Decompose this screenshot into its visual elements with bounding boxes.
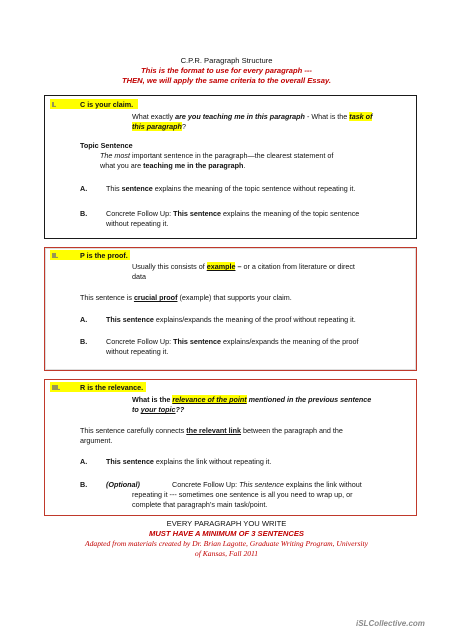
relevance-optional-label: (Optional) <box>106 480 140 489</box>
relevance-item-b-line1: Concrete Follow Up: This sentence explains the link without <box>172 480 362 489</box>
claim-question-line1: What exactly are you teaching me in this paragraph - What is the task of <box>132 112 373 121</box>
topic-sentence-line1: The most important sentence in the paragraph—the clearest statement of <box>100 151 334 160</box>
claim-item-b-label: B. <box>80 209 88 218</box>
topic-sentence-label: Topic Sentence <box>80 141 133 150</box>
watermark: iSLCollective.com <box>356 619 425 628</box>
proof-description-line2: data <box>132 272 146 281</box>
proof-numeral: II. <box>52 251 58 260</box>
relevance-numeral: III. <box>52 383 60 392</box>
relevance-heading: R is the relevance. <box>80 383 144 392</box>
claim-heading: C is your claim. <box>80 100 134 109</box>
relevance-question-line1: What is the relevance of the point mentioned in the previous sentence <box>132 395 372 404</box>
proof-description-line1: Usually this consists of example – or a citation from literature or direct <box>132 262 355 271</box>
document-title: C.P.R. Paragraph Structure <box>180 56 273 65</box>
footer-rule-line2: MUST HAVE A MINIMUM OF 3 SENTENCES <box>149 529 304 538</box>
proof-sentence: This sentence is crucial proof (example) that supports your claim. <box>80 293 292 302</box>
header-instruction-2: THEN, we will apply the same criteria to the overall Essay. <box>121 76 332 85</box>
footer-credit-line1: Adapted from materials created by Dr. Brian Lagotte, Graduate Writing Program, University <box>84 539 369 548</box>
relevance-question-line2: to your topic?? <box>132 405 185 414</box>
proof-item-a-text: This sentence explains/expands the meaning of the proof without repeating it. <box>106 315 356 324</box>
relevance-sentence-line2: argument. <box>80 436 113 445</box>
proof-item-b-label: B. <box>80 337 88 346</box>
claim-item-a-label: A. <box>80 184 88 193</box>
relevance-item-b-line2: repeating it --- sometimes one sentence is all you need to wrap up, or <box>132 490 353 499</box>
relevance-item-a-label: A. <box>80 457 88 466</box>
proof-item-b-line2: without repeating it. <box>106 347 169 356</box>
claim-item-b-line1: Concrete Follow Up: This sentence explains the meaning of the topic sentence <box>106 209 360 218</box>
claim-item-b-line2: without repeating it. <box>106 219 169 228</box>
relevance-item-b-label: B. <box>80 480 88 489</box>
proof-item-a-label: A. <box>80 315 88 324</box>
footer-credit-line2: of Kansas, Fall 2011 <box>194 549 259 558</box>
claim-item-a-text: This sentence explains the meaning of the topic sentence without repeating it. <box>106 184 356 193</box>
relevance-item-b-line3: complete that paragraph’s main task/point. <box>132 500 268 509</box>
claim-numeral: I. <box>52 100 56 109</box>
footer-rule-line1: EVERY PARAGRAPH YOU WRITE <box>166 519 287 528</box>
topic-sentence-line2: what you are teaching me in the paragraph. <box>100 161 246 170</box>
relevance-item-a-text: This sentence explains the link without repeating it. <box>106 457 272 466</box>
proof-heading: P is the proof. <box>80 251 128 260</box>
header-instruction-1: This is the format to use for every paragraph --- <box>141 66 312 75</box>
proof-item-b-line1: Concrete Follow Up: This sentence explains/expands the meaning of the proof <box>106 337 359 346</box>
relevance-sentence-line1: This sentence carefully connects the relevant link between the paragraph and the <box>80 426 343 435</box>
claim-question-line2: this paragraph? <box>132 122 186 131</box>
